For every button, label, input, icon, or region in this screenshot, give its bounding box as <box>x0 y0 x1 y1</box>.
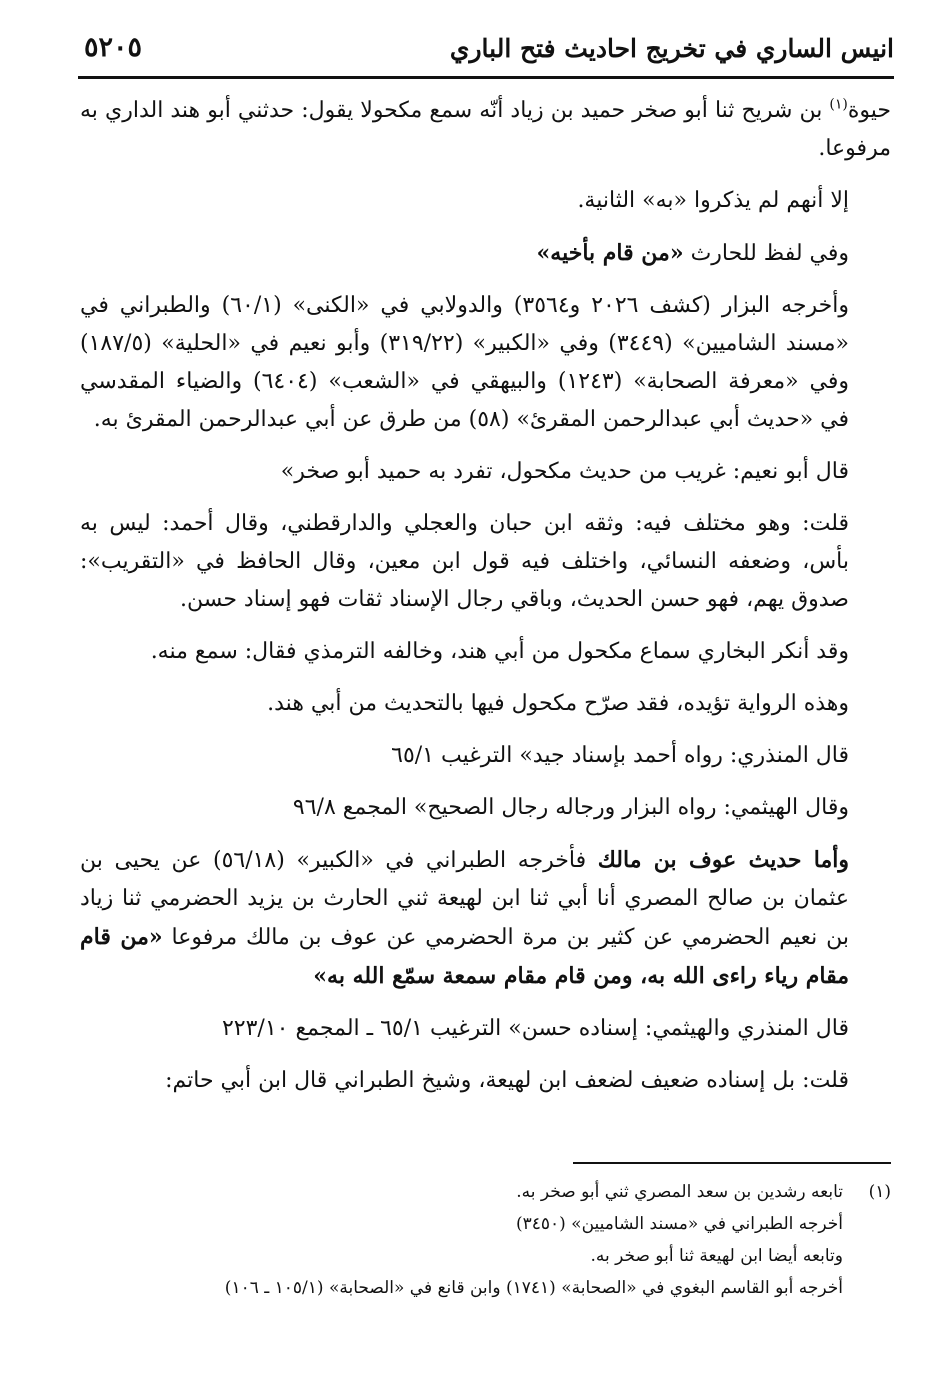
paragraph: قال أبو نعيم: غريب من حديث مكحول، تفرد به حميد أبو صخر» <box>280 459 849 484</box>
text-run: وفي لفظ للحارث <box>683 241 849 266</box>
footnote-number: (١) <box>868 1182 891 1202</box>
footnote-text: وتابعه أيضا ابن لهيعة ثنا أبو صخر به. <box>590 1246 843 1266</box>
paragraph: قلت: وهو مختلف فيه: وثقه ابن حبان والعجلي والدارقطني، وقال أحمد: ليس به بأس، وضعفه النسائي، واختلف فيه قول ابن معين، وقال الحافظ في «التقريب»: صدوق يهم، فهو حسن الحديث، وباقي رجال الإسناد ثقات فهو إسناد حسن. <box>80 511 849 612</box>
running-title: انيس الساري في تخريج احاديث فتح الباري <box>449 34 894 63</box>
paragraph: قال المنذري: رواه أحمد بإسناد جيد» الترغيب ٦٥/١ <box>391 743 849 768</box>
main-text <box>80 92 891 1114</box>
footnote-separator <box>573 1162 891 1164</box>
footnote-ref[interactable]: (١) <box>829 96 848 113</box>
paragraph: إلا أنهم لم يذكروا «به» الثانية. <box>577 188 849 213</box>
paragraph: قلت: بل إسناده ضعيف لضعف ابن لهيعة، وشيخ الطبراني قال ابن أبي حاتم: <box>165 1068 849 1093</box>
footnote-line <box>120 1208 891 1240</box>
paragraph <box>80 234 891 273</box>
page-number: ٥٢٠٥ <box>84 32 143 63</box>
paragraph: وقال الهيثمي: رواه البزار ورجاله رجال الصحيح» المجمع ٩٦/٨ <box>292 795 849 820</box>
footnote-text: أخرجه الطبراني في «مسند الشاميين» (٣٤٥٠) <box>515 1214 843 1234</box>
hadith-text: «من قام بأخيه» <box>536 240 684 266</box>
footnote-text: تابعه رشدين بن سعد المصري ثني أبو صخر به. <box>516 1182 843 1202</box>
paragraph: وقد أنكر البخاري سماع مكحول من أبي هند، وخالفه الترمذي فقال: سمع منه. <box>150 639 849 664</box>
footnotes <box>120 1176 891 1304</box>
page-header <box>78 30 894 79</box>
section-lead: وأما حديث عوف بن مالك <box>597 847 849 873</box>
text-run: فأخرجه الطبراني في «الكبير» (٥٦/١٨) عن يحيى بن عثمان بن صالح المصري أنا أبي ثنا ابن لهيعة ثني الحارث بن يزيد الحضرمي ثنا زياد بن نعيم الحضرمي عن كثير بن مرة الحضرمي عن عوف بن مالك مرفوعا <box>80 848 850 950</box>
footnote-line <box>120 1272 891 1304</box>
footnote-line <box>120 1240 891 1272</box>
hadith-text: «من قام مقام رياء راءى الله به، ومن قام مقام سمعة سمّع الله به» <box>80 924 849 989</box>
paragraph <box>80 841 891 996</box>
text-run: بن شريح ثنا أبو صخر حميد بن زياد أنّه سمع مكحولا يقول: حدثني أبو هند الداري به مرفوعا. <box>80 98 891 161</box>
paragraph: قال المنذري والهيثمي: إسناده حسن» الترغيب ٦٥/١ ـ المجمع ٢٢٣/١٠ <box>221 1016 849 1041</box>
paragraph <box>80 92 891 168</box>
paragraph: وهذه الرواية تؤيده، فقد صرّح مكحول فيها بالتحديث من أبي هند. <box>267 691 849 716</box>
footnote-line <box>120 1176 891 1208</box>
paragraph: وأخرجه البزار (كشف ٢٠٢٦ و٣٥٦٤) والدولابي في «الكنى» (٦٠/١) والطبراني في «مسند الشاميين» (٣٤٤٩) وفي «الكبير» (٣١٩/٢٢) وأبو نعيم في «الحلية» (١٨٧/٥) وفي «معرفة الصحابة» (١٢٤٣) والبيهقي في «الشعب» (٦٤٠٤) والضياء المقدسي في «حديث أبي عبدالرحمن المقرئ» (٥٨) من طرق عن أبي عبدالرحمن المقرئ به. <box>80 293 849 432</box>
text-run: حيوة <box>847 98 891 123</box>
footnote-text: أخرجه أبو القاسم البغوي في «الصحابة» (١٧٤١) وابن قانع في «الصحابة» (١٠٥/١ ـ ١٠٦) <box>224 1278 843 1298</box>
